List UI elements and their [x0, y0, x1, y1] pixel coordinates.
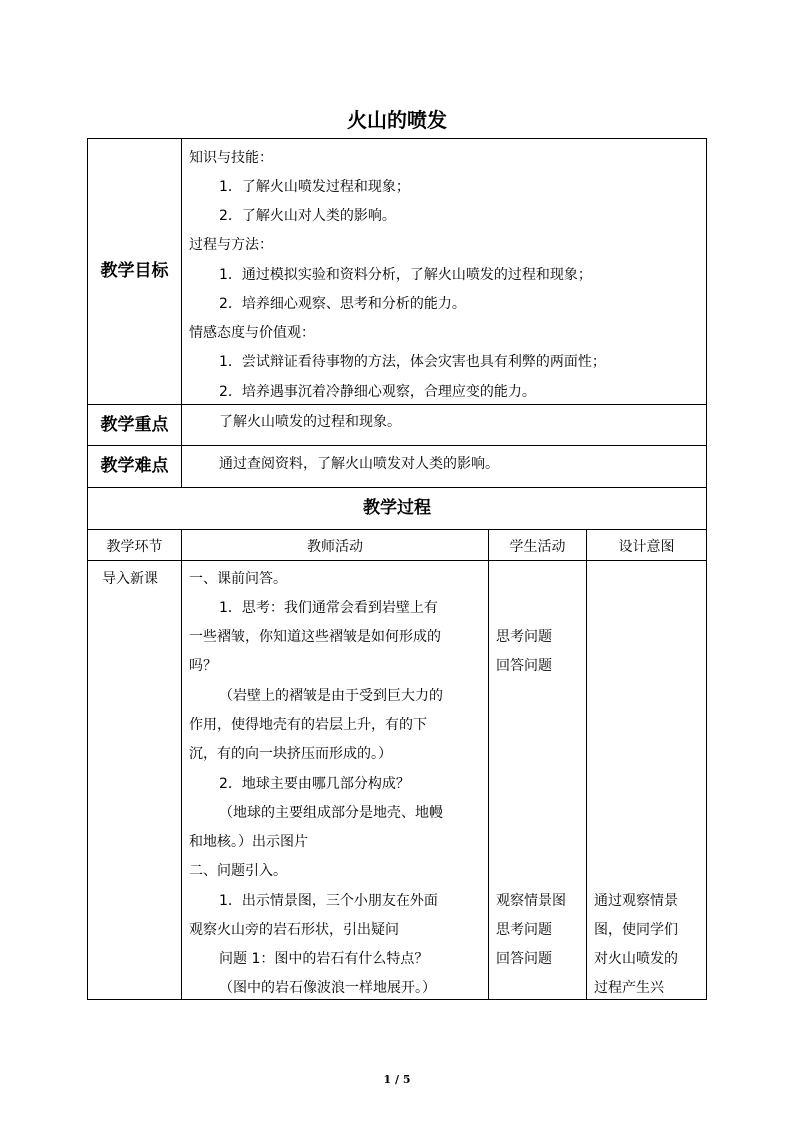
teacher-line: 2．地球主要由哪几部分构成？ [219, 776, 410, 792]
teacher-line: 1．出示情景图，三个小朋友在外面 [219, 893, 438, 909]
key-point-text: 了解火山喷发的过程和现象。 [219, 414, 401, 430]
column-header-student: 学生活动 [509, 539, 566, 555]
table-rule [488, 529, 489, 999]
teacher-line: 和地核。）出示图片 [189, 834, 308, 850]
student-line: 思考问题 [496, 922, 552, 938]
teacher-line: 观察火山旁的岩石形状，引出疑问 [189, 922, 399, 938]
goals-line: 2．培养遇事沉着冷静细心观察，合理应变的能力。 [219, 384, 536, 400]
column-header-teacher: 教师活动 [307, 539, 363, 555]
teacher-line: （图中的岩石像波浪一样地展开。） [219, 980, 436, 996]
goals-line: 2．培养细心观察、思考和分析的能力。 [219, 296, 466, 312]
process-heading: 教学过程 [363, 498, 431, 518]
teacher-line: 1．思考：我们通常会看到岩壁上有 [219, 600, 438, 616]
column-header-intent: 设计意图 [618, 539, 675, 555]
difficulty-text: 通过查阅资料，了解火山喷发对人类的影响。 [219, 456, 499, 472]
table-rule [87, 487, 707, 488]
teacher-line: 一些褶皱，你知道这些褶皱是如何形成的 [189, 629, 441, 645]
student-line: 思考问题 [496, 629, 552, 645]
table-rule [87, 445, 707, 446]
goals-line: 1．通过模拟实验和资料分析，了解火山喷发的过程和现象； [219, 267, 592, 283]
teacher-line: 作用，使得地壳有的岩层上升，有的下 [189, 717, 427, 733]
teacher-line: （岩壁上的褶皱是由于受到巨大力的 [219, 688, 443, 704]
student-line: 回答问题 [496, 658, 552, 674]
teacher-line: 一、课前问答。 [189, 571, 287, 587]
key-point-label: 教学重点 [100, 415, 169, 435]
student-line: 观察情景图 [496, 893, 566, 909]
page-number: 1 / 5 [383, 1073, 411, 1086]
intent-line: 图，使同学们 [594, 922, 678, 938]
teacher-line: （地球的主要组成部分是地壳、地幔 [219, 805, 443, 821]
goals-label: 教学目标 [100, 261, 169, 281]
difficulty-label: 教学难点 [100, 456, 169, 476]
table-rule [181, 529, 182, 999]
table-rule [706, 138, 707, 1000]
table-rule [87, 138, 707, 139]
teacher-line: 沉，有的向一块挤压而形成的。） [189, 746, 392, 762]
column-header-stage: 教学环节 [106, 539, 163, 555]
teacher-line: 问题 1：图中的岩石有什么特点？ [219, 951, 429, 967]
goals-line: 1．了解火山喷发过程和现象； [219, 179, 410, 195]
intent-line: 通过观察情景 [594, 893, 678, 909]
intent-line: 对火山喷发的 [594, 951, 678, 967]
goals-line: 2．了解火山对人类的影响。 [219, 208, 396, 224]
goals-line: 过程与方法： [189, 237, 273, 253]
teacher-line: 二、问题引入。 [189, 863, 287, 879]
teacher-line: 吗？ [189, 658, 217, 674]
table-rule [181, 138, 182, 487]
intent-line: 过程产生兴 [594, 980, 664, 996]
goals-line: 1．尝试辩证看待事物的方法，体会灾害也具有利弊的两面性； [219, 354, 606, 370]
student-line: 回答问题 [496, 951, 552, 967]
table-rule [586, 529, 587, 999]
goals-line: 知识与技能： [189, 150, 273, 166]
table-rule [87, 529, 707, 530]
goals-line: 情感态度与价值观： [189, 325, 315, 341]
document-title: 火山的喷发 [347, 108, 447, 132]
stage-label: 导入新课 [102, 571, 158, 587]
